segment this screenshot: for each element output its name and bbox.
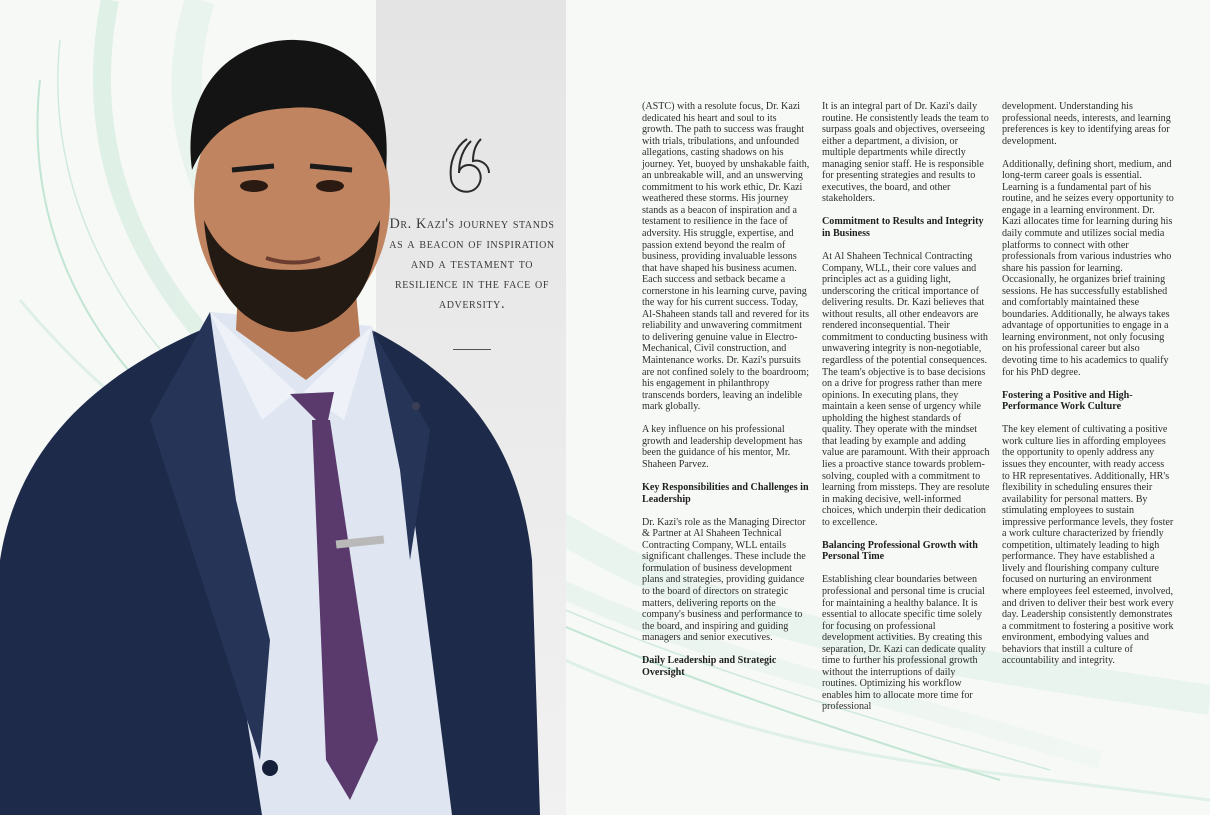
portrait-photo bbox=[0, 0, 560, 815]
body-paragraph: (ASTC) with a resolute focus, Dr. Kazi dedicated his heart and soul to its growth. The path to success was fraught with trials, tribulations, and unfounded allegations, casting shadows on his journey. Yet, buoyed by unshakable faith, an unbreakable will, and an unswerving commitment to his work ethic, Dr. Kazi weathered these storms. His journey stands as a beacon of inspiration and a testament to resilience in the face of adversity. His struggle, expertise, and passion extend beyond the realm of business, providing invaluable lessons that have shaped his business acumen. Each success and setback became a cornerstone in his learning curve, paving the way for his current success. Today, Al-Shaheen stands tall and revered for its reliability and unwavering commitment to delivering genuine value in Electro-Mechanical, Civil construction, and Maintenance works. Dr. Kazi's pursuits are not confined solely to the boardroom; his engagement in philanthropy transcends borders, leaving an indelible mark globally. bbox=[642, 101, 810, 413]
quote-mark-icon bbox=[447, 135, 493, 197]
section-heading: Commitment to Results and Integrity in Business bbox=[822, 216, 984, 240]
body-paragraph: It is an integral part of Dr. Kazi's daily routine. He consistently leads the team to surpass goals and objectives, overseeing either a department, a division, or multiple departments while directly managing senior staff. He is responsible for presenting strategies and results to executives, the board, and other stakeholders. bbox=[822, 101, 989, 205]
body-paragraph: Establishing clear boundaries between professional and personal time is crucial for maintaining a healthy balance. It is essential to allocate specific time solely for focusing on professional development activities. By creating this separation, Dr. Kazi can dedicate quality time to further his professional growth without the interruptions of daily routines. Optimizing his workflow enables him to allocate more time for professional bbox=[822, 574, 986, 713]
pull-quote: Dr. Kazi's journey stands as a beacon of inspiration and a testament to resilience in the face of adversity. bbox=[389, 216, 555, 312]
body-paragraph: Additionally, defining short, medium, and long-term career goals is essential. Learning is a fundamental part of his routine, and he seizes every opportunity to engage in a learning environment. Dr. Kazi allocates time for learning during his daily commute and utilizes social media platforms to connect with other professionals from various industries who share his passion for learning. Occasionally, he organizes brief training sessions. He has successfully established and comfortably maintained these boundaries. Additionally, he always takes advantage of opportunities to engage in a learning environment, not only focusing on his professional career but also devoting time to his academics to qualify for his PhD degree. bbox=[1002, 158, 1174, 378]
body-paragraph: development. Understanding his professional needs, interests, and learning preferences is key to identifying areas for development. bbox=[1002, 101, 1171, 147]
body-paragraph: At Al Shaheen Technical Contracting Company, WLL, their core values and principles act as a guiding light, underscoring the critical importance of delivering results. Dr. Kazi believes that without results, all other endeavors are rendered inconsequential. Their commitment to conducting business with unwavering integrity is non-negotiable, regardless of the potential consequences. The team's objective is to base decisions on a drive for progress rather than mere opinions. In executing plans, they maintain a keen sense of urgency while upholding the highest standards of quality. They operate with the mindset that leading by example and adding value are paramount. With their approach lies a proactive stance towards problem-solving, coupled with a commitment to learning from missteps. They are resolute in making decisive, well-informed choices, which underpin their dedication to excellence. bbox=[822, 251, 990, 528]
section-heading: Daily Leadership and Strategic Oversight bbox=[642, 655, 777, 678]
section-heading: Key Responsibilities and Challenges in Leadership bbox=[642, 482, 809, 505]
article-column-1 bbox=[642, 101, 810, 690]
body-paragraph: The key element of cultivating a positive work culture lies in affording employees the opportunity to openly address any issues they encounter, with ready access to HR representatives. Additionally, HR's flexibility in scheduling ensures their availability for personal matters. By stimulating employees to sustain impressive performance levels, they foster a work culture characterized by friendly competition, ultimately leading to high performance. They have established a lively and flourishing company culture focused on nurturing an environment where employees feel esteemed, involved, and driven to deliver their best work every day. Leadership consistently demonstrates a commitment to fostering a positive work environment, embodying values and behaviors that instill a culture of accountability and integrity. bbox=[1002, 424, 1174, 667]
section-heading: Fostering a Positive and High-Performance Work Culture bbox=[1002, 389, 1133, 413]
quote-divider bbox=[453, 349, 491, 350]
body-paragraph: A key influence on his professional growth and leadership development has been the guidance of his mentor, Mr. Shaheen Parvez. bbox=[642, 424, 803, 470]
article-column-2 bbox=[822, 101, 990, 725]
section-heading: Balancing Professional Growth with Personal Time bbox=[822, 539, 978, 563]
body-paragraph: Dr. Kazi's role as the Managing Director & Partner at Al Shaheen Technical Contracting Company, WLL entails significant challenges. These include the formulation of business development plans and strategies, providing guidance to the board of directors on strategic matters, delivering reports on the company's business and performance to the board, and inspiring and guiding managers and senior executives. bbox=[642, 516, 806, 644]
article-column-3 bbox=[1002, 101, 1174, 678]
